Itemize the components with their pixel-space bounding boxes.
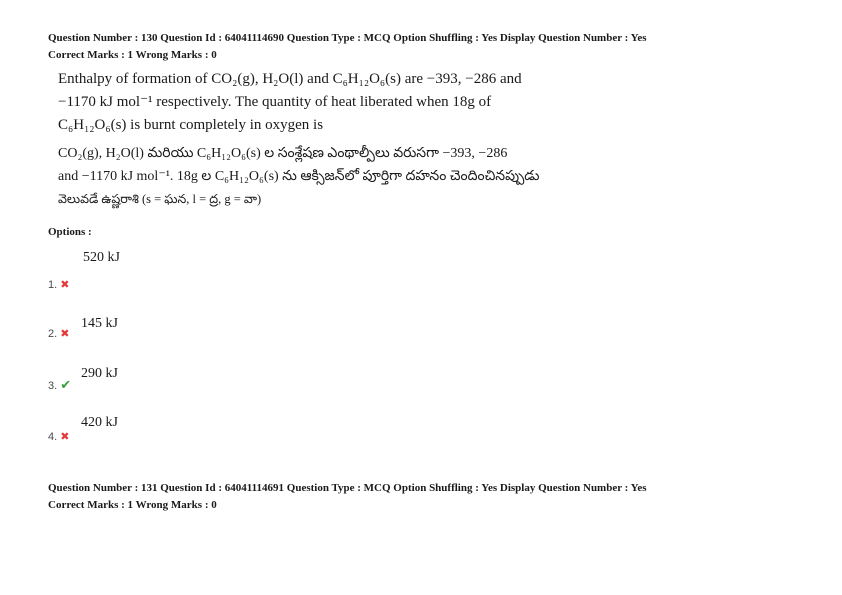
option-2-number	[48, 327, 69, 340]
question-text-english	[58, 68, 618, 137]
option-3-number	[48, 377, 71, 393]
option-number: 3.	[48, 380, 58, 392]
question-line: C₆H₁₂O₆(s) is burnt completely in oxygen is	[58, 117, 324, 133]
question-131-meta-line-1: Question Number : 131 Question Id : 64041114691 Question Type : MCQ Option Shuffling : Yes Display Question Number : Yes	[48, 482, 647, 494]
question-line: and −1170 kJ mol⁻¹. 18g ల C₆H₁₂O₆(s) ను ఆక్సిజన్‌లో పూర్తిగా దహనం చెందించినప్పుడు	[58, 169, 540, 184]
wrong-mark-icon: ✖	[60, 279, 70, 291]
wrong-mark-icon: ✖	[60, 328, 70, 340]
question-line: Enthalpy of formation of CO₂(g), H₂O(l) and C₆H₁₂O₆(s) are −393, −286 and	[58, 71, 522, 87]
question-line: వెలువడే ఉష్ణరాశి (s = ఘన, l = ద్ర, g = వా)	[58, 192, 262, 206]
option-number: 1.	[48, 279, 58, 291]
option-4-number	[48, 430, 69, 443]
option-1-text: 520 kJ	[83, 250, 120, 265]
option-2-text: 145 kJ	[81, 316, 118, 331]
correct-check-icon: ✔	[60, 377, 72, 392]
option-number: 4.	[48, 431, 58, 443]
options-label: Options :	[48, 226, 92, 238]
question-130-meta-line-1: Question Number : 130 Question Id : 64041114690 Question Type : MCQ Option Shuffling : Yes Display Question Number : Yes	[48, 32, 647, 44]
question-text-telugu	[58, 142, 618, 211]
question-line: −1170 kJ mol⁻¹ respectively. The quantity of heat liberated when 18g of	[58, 94, 492, 110]
wrong-mark-icon: ✖	[60, 431, 70, 443]
option-1-number	[48, 278, 69, 291]
option-4-text: 420 kJ	[81, 415, 118, 430]
question-130-marks-line: Correct Marks : 1 Wrong Marks : 0	[48, 49, 217, 61]
question-line: CO₂(g), H₂O(l) మరియు C₆H₁₂O₆(s) ల సంశ్లేషణ ఎంథాల్పీలు వరుసగా −393, −286	[58, 146, 508, 161]
question-131-marks-line: Correct Marks : 1 Wrong Marks : 0	[48, 499, 217, 511]
option-number: 2.	[48, 328, 58, 340]
option-3-text: 290 kJ	[81, 366, 118, 381]
